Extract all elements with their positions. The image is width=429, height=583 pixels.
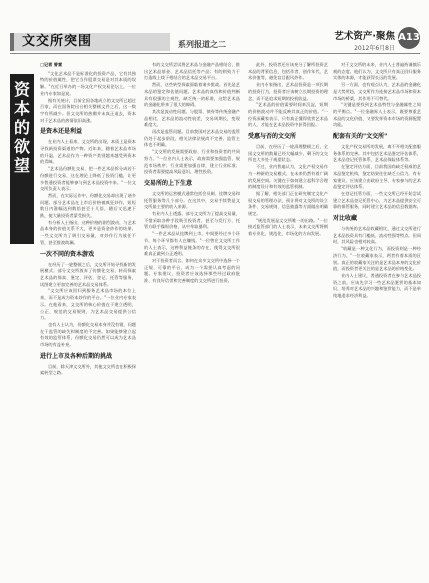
byline: □记者 曾雷 (40, 62, 63, 67)
article-paragraph: "文交所应该回归到服务艺术品市场的本位上来，而不是成为资本炒作的平台。"一位业内专家表示。在他看来，文交所的核心价值在于建立透明、公正、规范的交易规则，为艺术品交易提供公信力。 (40, 288, 136, 321)
article-paragraph: 据有关统计，目前全国各地成立的文交所已超过百家，而在国务院出台相关整顿文件之后，这一数字有所减少。但文交所的热潮并未真正退去，资本对于艺术品的热情依旧高涨。 (40, 97, 136, 123)
article-paragraph: "艺术品份额化交易，把一件艺术品拆分成若干份额进行交易，这在理论上降低了投资门槛，让更多普通投资者能够参与到艺术品投资中来。"一位文交所负责人表示。 (40, 166, 136, 192)
article-paragraph: 目前，除天津文交所外，其他文交所也在积极探索转型之路。 (40, 363, 136, 376)
article-paragraph: 目前，在经历了一轮清理整顿之后，全国文交所的数量已经大幅减少，剩下的文交所也大多处于观望状态。 (248, 144, 328, 163)
article-paragraph: 对于投资者而言，如何在众多文交所中选择一个正规、可靠的平台，成为一个需要认真考虑的问题。专家建议，投资者应该选择那些经过政府批准、有良好信誉和完善制度的文交所进行投资。 (144, 257, 240, 284)
article-paragraph: 在经历了一轮整顿之后，文交所开始寻找新的发展模式。部分文交所放弃了份额化交易，转而探索艺术品的保真、鉴定、评估、登记、托管等服务，试图建立更加完善的艺术品交易体系。 (40, 261, 136, 287)
header-rule (10, 53, 420, 54)
article-paragraph: "文交所的发展需要政府、行业和投资者的共同努力。"一位业内人士表示，政府需要加强监管，规范市场秩序；行业需要加强自律，建立行业标准；投资者需要提高风险意识，理性投资。 (144, 149, 240, 175)
headline-char: 望 (13, 156, 30, 175)
article-paragraph: "一件艺术品从挂牌到上市，中间要经过多个环节，每个环节都有人在赚钱。"一位曾在文交所工作的人士表示，这种利益链条的存在，使得文交所很难真正做到公正透明。 (144, 231, 240, 257)
section-title: 文交所突围 (10, 33, 170, 51)
section-subheading: 配套有关的"文交所" (333, 133, 388, 141)
article-column-3 (248, 62, 328, 577)
section-subheading: 进行上市及各种后期的挑战 (40, 352, 113, 360)
article-paragraph: 文化产权交易所的发展，离不开相关配套服务体系的完善。其中包括艺术品鉴定评估体系、艺术品登记托管体系、艺术品保险体系等。 (333, 144, 421, 163)
issue-date: 2012年6月8日 (354, 45, 395, 52)
article-paragraph: 据了解，相关部门正在研究制定文化产权交易的管理办法，预计将对文交所的设立条件、交易规则、信息披露等方面做出明确规定。 (248, 190, 328, 217)
article-paragraph: 业内专家指出，艺术品投资是一项长期的投资行为，投资者应该树立长期投资的理念，而不是追求短期的投机收益。 (248, 82, 328, 101)
headline-char: 本 (13, 99, 30, 118)
article-paragraph: 不过，业内普遍认为，文化产权交易作为一种新的交易模式，在未来仍然有着广阔的发展空间。关键在于如何建立起科学合理的制度设计和有效的监管机制。 (248, 164, 328, 190)
article-paragraph: "文化艺术品不是标准化的投资产品，它有其独特的价值属性，把它当作股票交易是对其本质的误解。"在近日举办的一场文化产权交易论坛上，一位业内专家如是说。 (40, 70, 136, 96)
article-paragraph: "关键是要找到艺术品特性与金融属性之间的平衡点。"一位金融界人士表示，既要尊重艺术品的文化价值，又要发挥资本市场的资源配置功能。 (333, 102, 421, 128)
article-paragraph: 在鉴定评估方面，目前我国尚缺乏权威的艺术品鉴定机构，鉴定结果往往缺乏公信力。有专家建议，应该建立由政府主导、专家参与的艺术品鉴定评估体系。 (333, 164, 421, 190)
column-name: 艺术资产·聚焦 (334, 31, 395, 42)
section-subheading: 一次不同的资本游戏 (40, 250, 95, 258)
article-paragraph: 然而，在实际运作中，份额化交易却出现了诸多问题。部分艺术品在上市后价格被疯狂炒作，短短数日内涨幅达到数倍甚至十几倍，随后又迅速下跌，使大量投资者蒙受损失。 (40, 192, 136, 219)
article-paragraph: "艺术品的价值需要时间来沉淀，短期的价格波动并不能反映其真正的价值。"一位资深藏家表示，只有真正懂得欣赏艺术品的人，才能在艺术品投资中获得回报。 (248, 102, 328, 128)
article-paragraph: 再次是监管问题。目前我国对艺术品交易的监管仍处于起步阶段，相关法律法规尚不完善，监管主体也不明确。 (144, 129, 240, 148)
article-paragraph: 也有人士认为，份额化交易本身并没有错，问题在于监管的缺失和制度的不完善。如果能够建立起有效的监管体系，份额化交易仍然可以成为艺术品市场的有益补充。 (40, 321, 136, 348)
section-subheading: 交易所的上下生意 (144, 179, 193, 187)
series-label: 系列报道之二 (178, 40, 226, 49)
article-paragraph: 在登记托管方面，一些文交所已经开始尝试建立艺术品登记托管中心，为艺术品提供安全可靠的保管服务，同时建立艺术品的信息数据库。 (333, 190, 421, 210)
article-column-2 (144, 62, 240, 577)
article-paragraph: 其次是流动性问题。与股票、债券等传统金融产品相比，艺术品的流动性较差，交易周期长，变现难度大。 (144, 108, 240, 128)
headline-char: 的 (13, 118, 30, 137)
article-paragraph: 有分析人士指出，这种价格的剧烈波动，与艺术品本身的价值关系不大，更多是资金炒作的结果。一些文交所为了吸引交易量，对炒作行为放任不管，甚至推波助澜。 (40, 219, 136, 245)
page-number-badge: A13 (398, 27, 420, 49)
headline-char: 资 (13, 80, 30, 99)
page-header (0, 0, 429, 56)
article-paragraph: 对于文交所的未来，业内人士普遍持谨慎乐观的态度。他们认为，文交所只有真正回归服务实体的本源，才能获得长远的发展。 (333, 62, 421, 81)
article-paragraph: 有的文交所尝试将艺术品与金融产品相结合，推出艺术品基金、艺术品信托等产品；有的则致力于打造线上线下相结合的艺术品交易平台。 (144, 62, 240, 81)
article-paragraph: 此外，投资者还应该充分了解所投资艺术品的背景信息，包括作者、创作年代、艺术价值等，避免盲目跟风炒作。 (248, 62, 328, 81)
section-subheading: 是资本还是利益 (40, 128, 83, 136)
article-headline (10, 74, 34, 244)
article-paragraph: 文交所的运营模式通常包括会员制、挂牌交易和托管服务等几个部分。在这其中，交易手续费是文交所最主要的收入来源。 (144, 190, 240, 210)
headline-char: 欲 (13, 137, 30, 156)
article-paragraph: 在业内人士看来，文交所的出现，本质上是资本寻找新投资渠道的产物。近年来，随着艺术品市场的升温，艺术品作为一种资产类别越来越受到资本的青睐。 (40, 139, 136, 165)
section-subheading: 对比收藏 (333, 215, 358, 223)
article-paragraph: 然而，这些转型探索面临着诸多挑战。首先是艺术品的鉴定和估值问题。艺术品的真伪和价值判断具有很强的主观性，缺乏统一的标准，这给艺术品的金融化带来了很大的障碍。 (144, 82, 240, 108)
article-paragraph: 与传统的艺术品收藏相比，通过文交所进行艺术品投资具有门槛低、流动性强等特点。但同时，其风险也相对较高。 (333, 226, 421, 245)
article-paragraph: 有业内人士透露，部分文交所为了提高交易量，不惜采取各种手段吸引投资者，甚至与发行方、托管方联手操纵价格，从中牟取暴利。 (144, 211, 240, 230)
article-column-4 (333, 62, 421, 577)
article-column-1 (40, 62, 136, 577)
article-paragraph: 业内人士建议，普通投资者在参与艺术品投资之前，应该先学习一些艺术品鉴赏的基本知识，培养对艺术品的兴趣和鉴赏能力，而不是单纯地追求经济利益。 (333, 272, 421, 299)
article-paragraph: "规范发展是文交所唯一的出路。"一位接近监管部门的人士表示，未来文交所将朝着专业化、规范化、市场化的方向发展。 (248, 217, 328, 237)
article-paragraph: 另一方面，也有观点认为，艺术品的金融化是大势所趋，文交所作为连接艺术品市场和资本市场的桥梁，其作用不可替代。 (333, 82, 421, 101)
article-paragraph: "收藏是一种文化行为，而投资则是一种经济行为。"一位收藏家表示，两者有着本质的区别。真正的收藏家关注的是艺术品本身的文化价值，而投资者更关注的是艺术品的价格变化。 (333, 246, 421, 272)
section-subheading: 受惠与否的文交所 (248, 133, 297, 141)
